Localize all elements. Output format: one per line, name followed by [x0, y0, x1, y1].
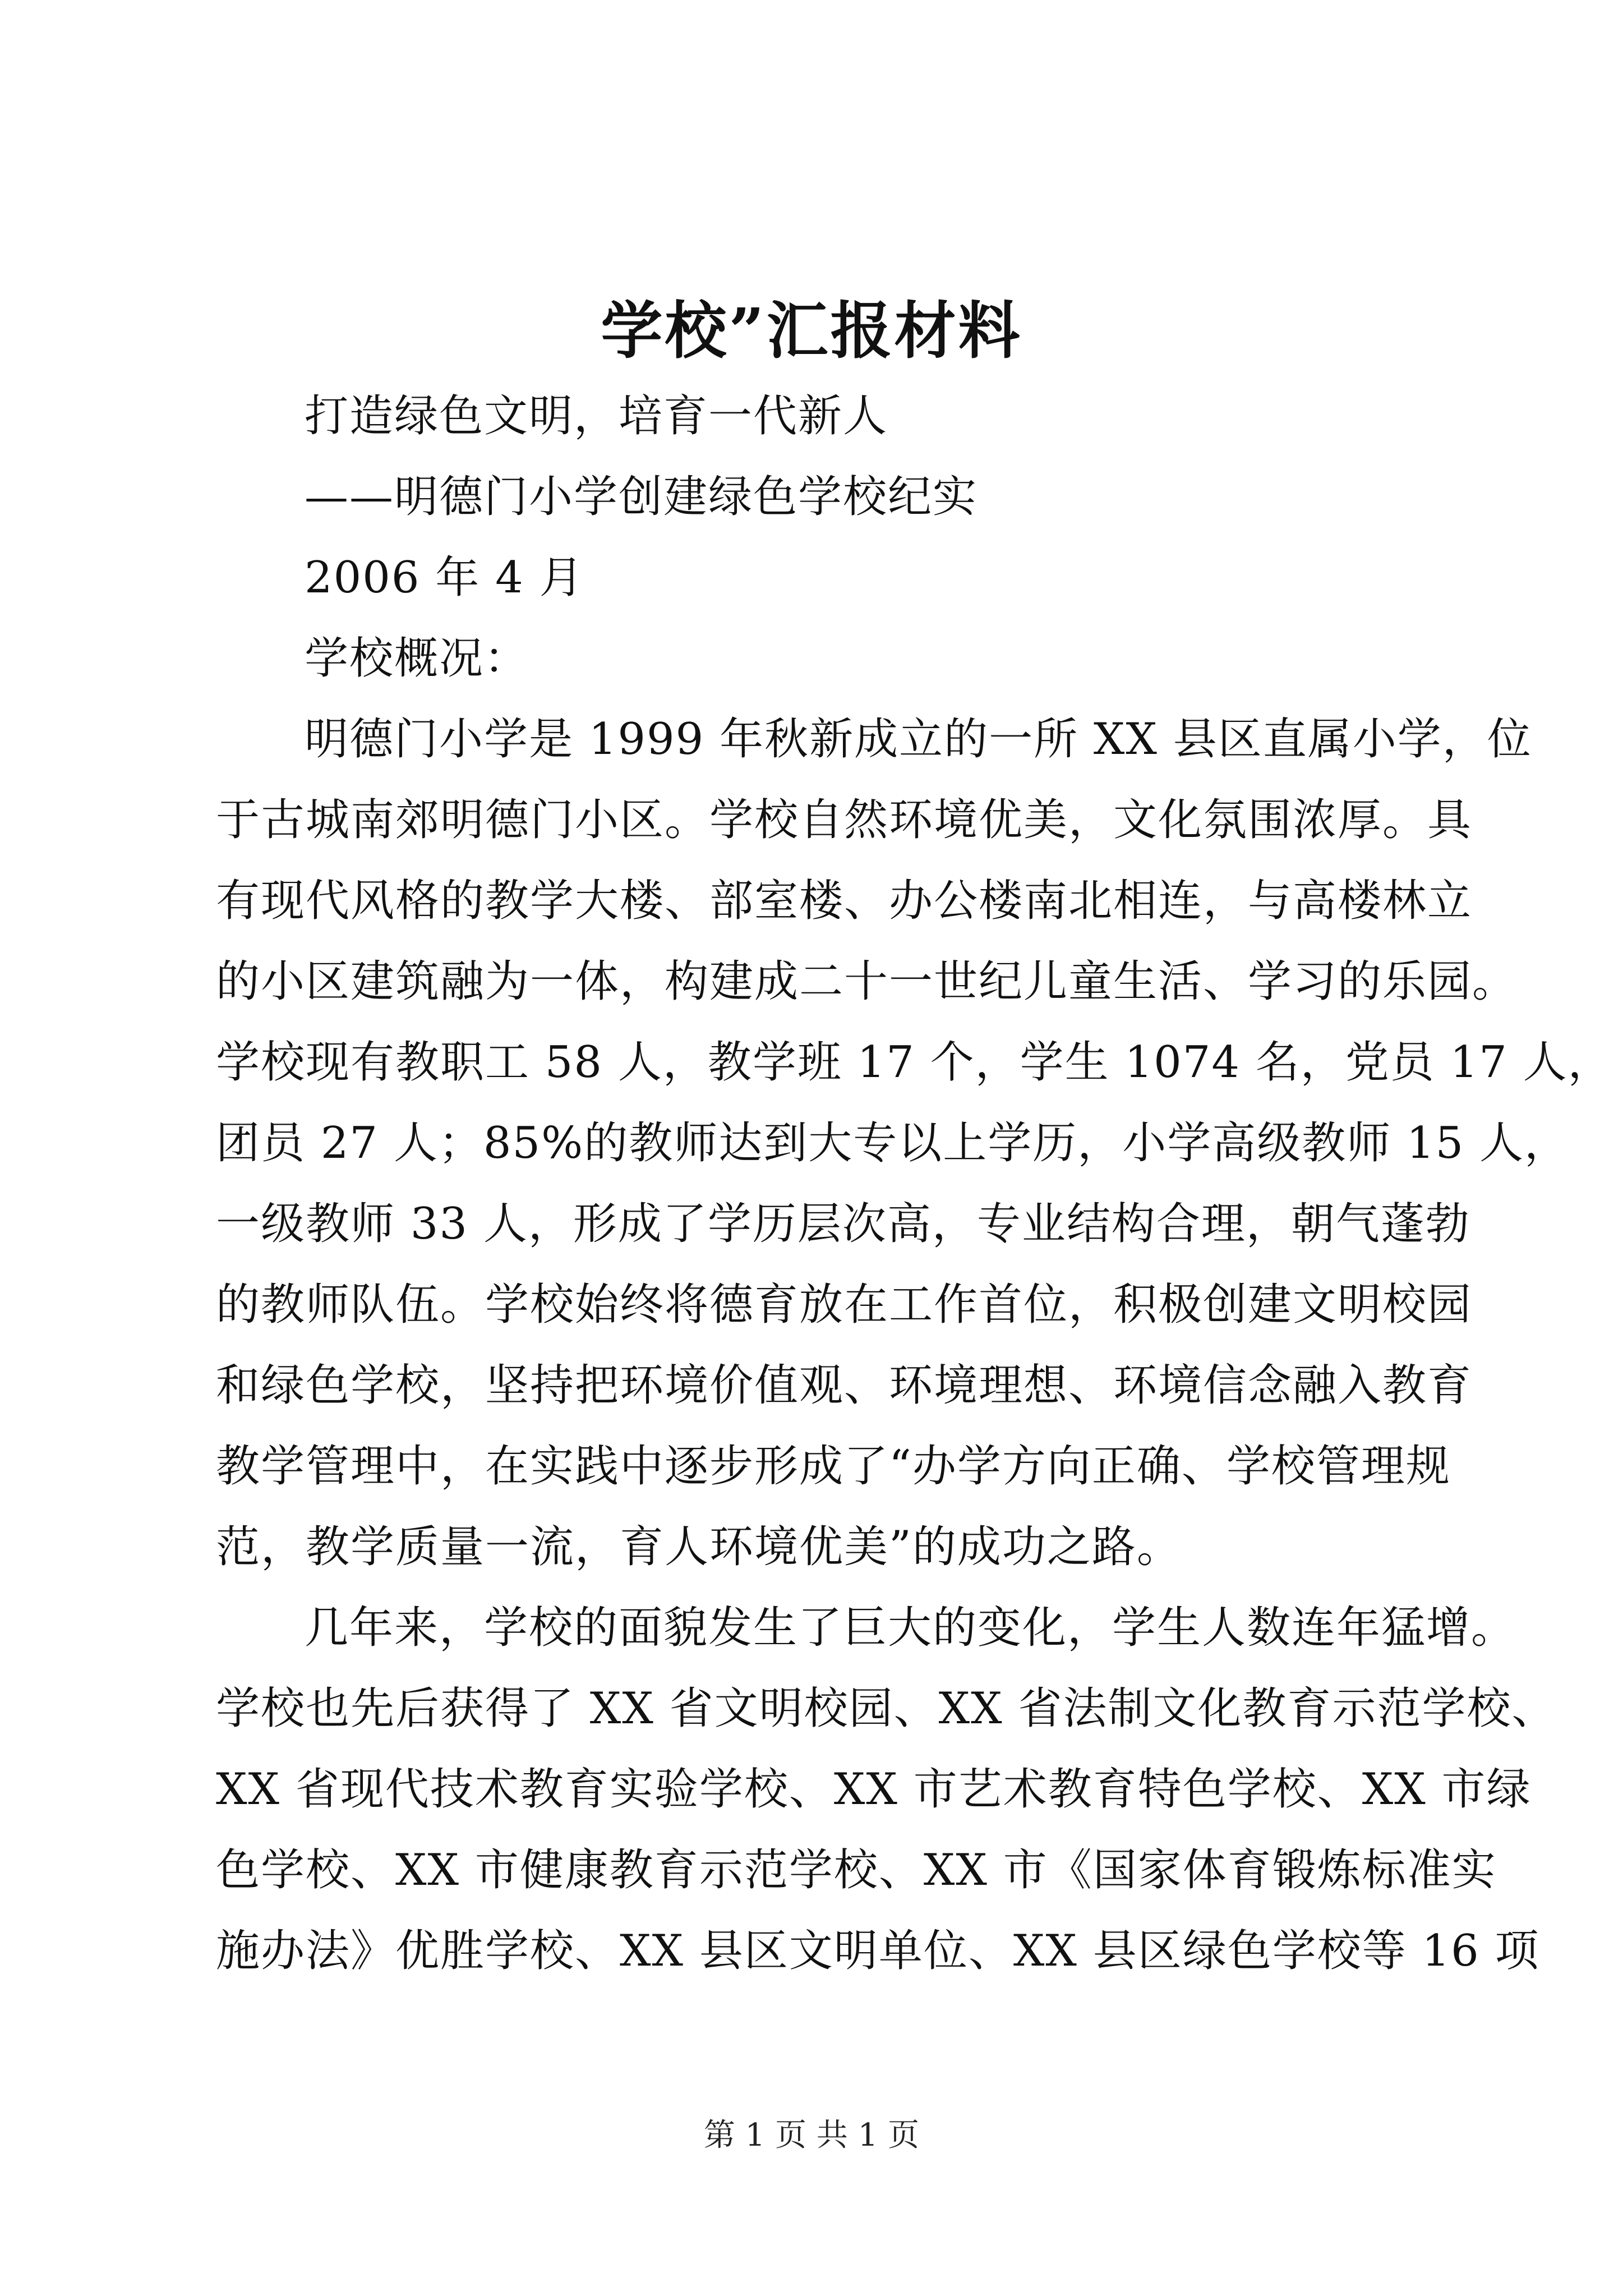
paragraph-line: 教学管理中，在实践中逐步形成了“办学方向正确、学校管理规 [216, 1441, 1451, 1492]
page-footer: 第 1 页 共 1 页 [703, 2117, 920, 2154]
paragraph-line: 有现代风格的教学大楼、部室楼、办公楼南北相连，与高楼林立 [216, 876, 1473, 926]
paragraph-line: 的小区建筑融为一体，构建成二十一世纪儿童生活、学习的乐园。 [216, 956, 1518, 1007]
paragraph-line: 于古城南郊明德门小区。学校自然环境优美，文化氛围浓厚。具 [216, 795, 1473, 845]
paragraph-line: 色学校、XX 市健康教育示范学校、XX 市《国家体育锻炼标准实 [216, 1845, 1497, 1895]
paragraph-line: XX 省现代技术教育实验学校、XX 市艺术教育特色学校、XX 市绿 [216, 1764, 1532, 1815]
paragraph-line: 几年来，学校的面貌发生了巨大的变化，学生人数连年猛增。 [305, 1603, 1516, 1653]
paragraph-line: 明德门小学是 1999 年秋新成立的一所 XX 县区直属小学，位 [305, 714, 1532, 765]
document-subtitle: 打造绿色文明，培育一代新人 [305, 391, 888, 441]
paragraph-1 [216, 699, 1613, 1588]
paragraph-2 [216, 1588, 1557, 1991]
section-heading: 学校概况： [305, 633, 529, 684]
document-title: 学校”汇报材料 [601, 295, 1022, 367]
paragraph-line: 一级教师 33 人，形成了学历层次高，专业结构合理，朝气蓬勃 [216, 1199, 1470, 1249]
paragraph-line: 的教师队伍。学校始终将德育放在工作首位，积极创建文明校园 [216, 1280, 1473, 1330]
document-date: 2006 年 4 月 [305, 553, 584, 603]
paragraph-line: 团员 27 人；85%的教师达到大专以上学历，小学高级教师 15 人， [216, 1118, 1570, 1168]
paragraph-line: 和绿色学校，坚持把环境价值观、环境理想、环境信念融入教育 [216, 1360, 1473, 1411]
paragraph-line: 学校现有教职工 58 人，教学班 17 个，学生 1074 名，党员 17 人， [216, 1037, 1613, 1088]
paragraph-line: 范，教学质量一流，育人环境优美”的成功之路。 [216, 1522, 1182, 1572]
paragraph-line: 学校也先后获得了 XX 省文明校园、XX 省法制文化教育示范学校、 [216, 1683, 1557, 1734]
document-subheading: ——明德门小学创建绿色学校纪实 [305, 472, 978, 522]
paragraph-line: 施办法》优胜学校、XX 县区文明单位、XX 县区绿色学校等 16 项 [216, 1926, 1540, 1976]
document-body [216, 376, 1613, 1991]
